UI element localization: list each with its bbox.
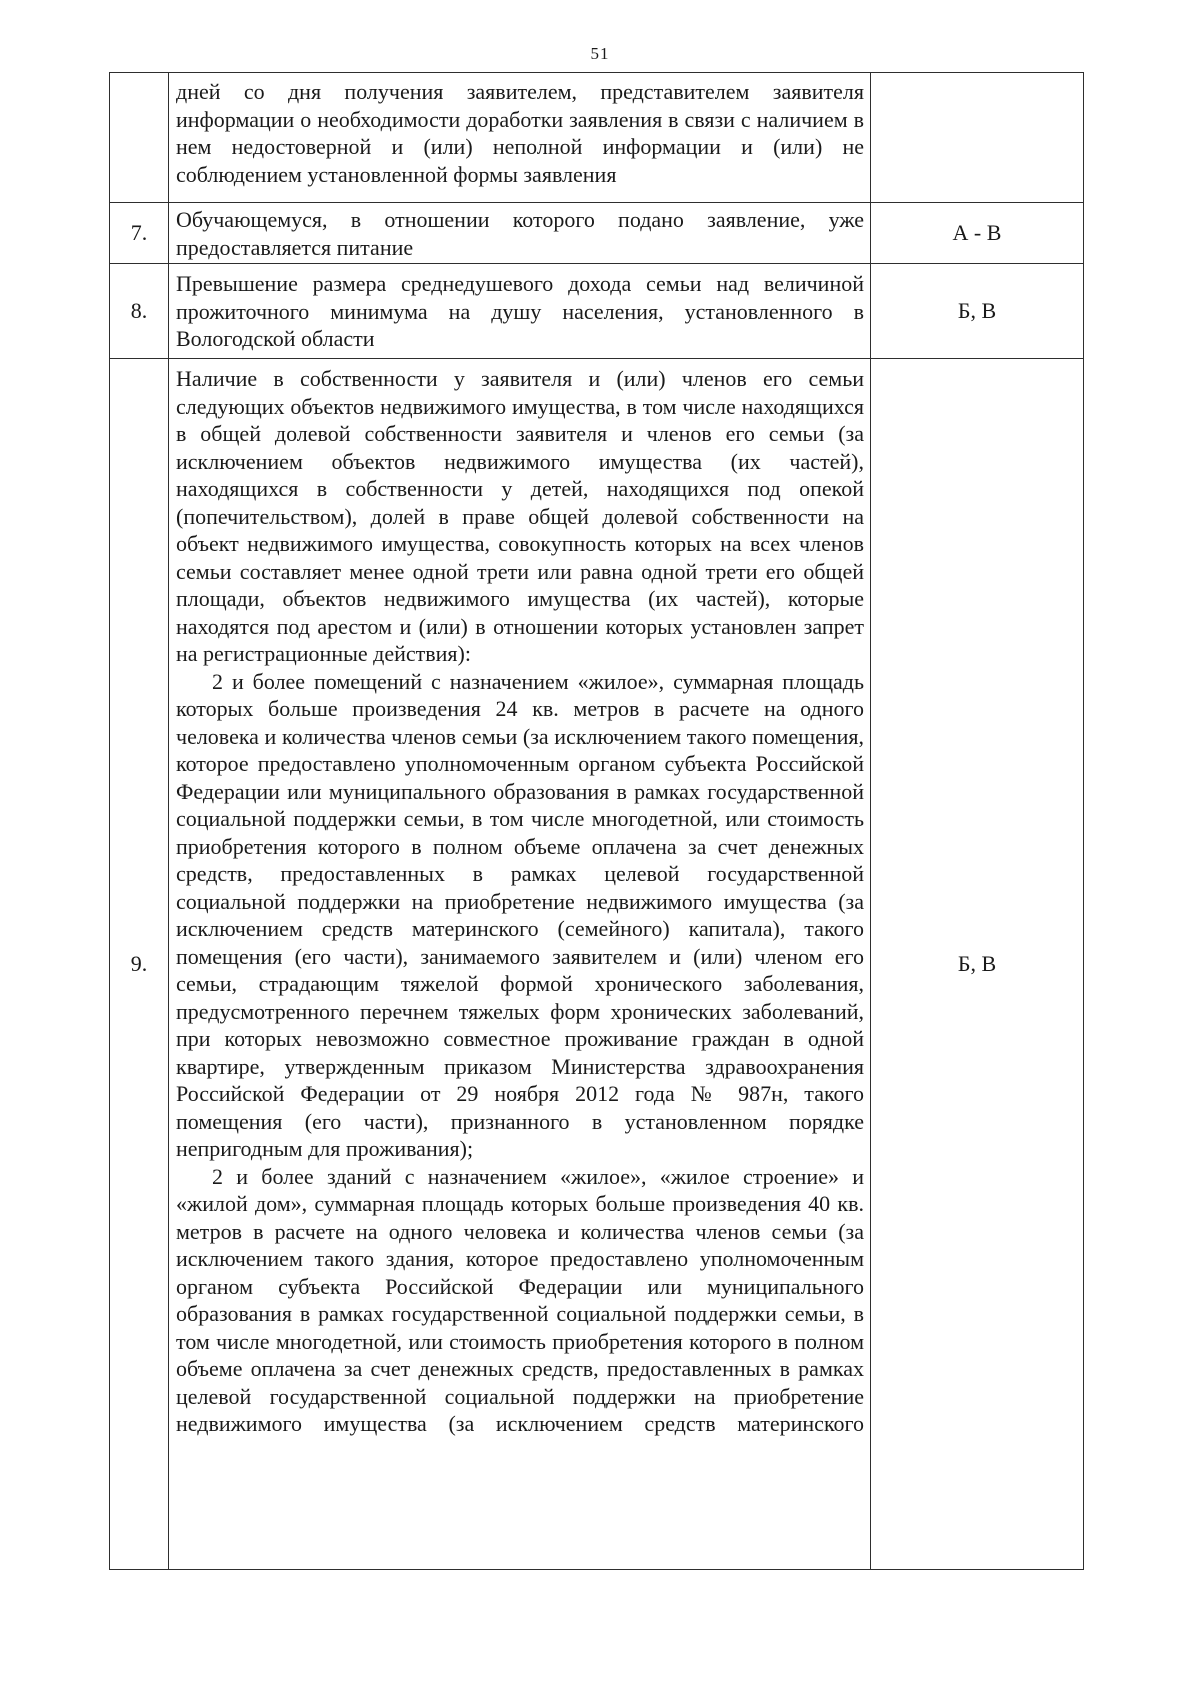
table-row [110,203,1084,264]
row-paragraph: Наличие в собственности у заявителя и (или) членов его семьи следующих объектов недвижимого имущества, в том числе находящихся в общей долевой собственности заявителя и членов его семьи (за исключением объектов недвижимого имущества (их частей), находящихся в собственности у детей, находящихся под опекой (попечительством), долей в праве общей долевой собственности на объект недвижимого имущества, совокупность которых на всех членов семьи составляет менее одной трети или равна одной трети его общей площади, объектов недвижимого имущества (их частей), которые находятся под арестом и (или) в отношении которых установлен запрет на регистрационные действия): [176,366,864,666]
row-paragraph: Обучающемуся, в отношении которого подано заявление, уже предоставляется питание [176,207,864,260]
row-codes-cell: А - В [871,203,1084,264]
row-codes-cell [871,73,1084,203]
row-text-cell [169,73,871,203]
row-number-cell: 9. [110,359,169,1570]
row-paragraph: дней со дня получения заявителем, представителем заявителя информации о необходимости доработки заявления в связи с наличием в нем недостоверной и (или) неполной информации и (или) не соблюдением установленной формы заявления [176,79,864,187]
row-text-cell [169,203,871,264]
row-text-cell [169,359,871,1570]
row-paragraph: 2 и более помещений с назначением «жилое», суммарная площадь которых больше произведения 24 кв. метров в расчете на одного человека и количества членов семьи (за исключением такого помещения, которое предоставлено уполномоченным органом субъекта Российской Федерации или муниципального образования в рамках государственной социальной поддержки семьи, в том числе многодетной, или стоимость приобретения которого в полном объеме оплачена за счет денежных средств, предоставленных в рамках целевой государственной социальной поддержки на приобретение недвижимого имущества (за исключением средств материнского (семейного) капитала), такого помещения (его части), занимаемого заявителем и (или) членом его семьи, страдающим тяжелой формой хронического заболевания, предусмотренного перечнем тяжелых форм хронических заболеваний, при которых невозможно совместное проживание граждан в одной квартире, утвержденным приказом Министерства здравоохранения Российской Федерации от 29 ноября 2012 года № 987н, такого помещения (его части), признанного в установленном порядке непригодным для проживания); [176,668,864,1161]
table-row [110,359,1084,1570]
row-number-cell: 7. [110,203,169,264]
page-number: 51 [590,44,610,63]
row-paragraph: Превышение размера среднедушевого дохода семьи над величиной прожиточного минимума на душу населения, установленного в Вологодской области [176,271,864,352]
row-codes-cell: Б, В [871,359,1084,1570]
row-number-cell: 8. [110,264,169,359]
row-text-cell [169,264,871,359]
row-codes-cell: Б, В [871,264,1084,359]
refusal-grounds-table [109,72,1084,1570]
table-row [110,73,1084,203]
row-paragraph: 2 и более зданий с назначением «жилое», «жилое строение» и «жилой дом», суммарная площадь которых больше произведения 40 кв. метров в расчете на одного человека и количества членов семьи (за исключением такого здания, которое предоставлено уполномоченным органом субъекта Российской Федерации или муниципального образования в рамках государственной социальной поддержки семьи, в том числе многодетной, или стоимость приобретения которого в полном объеме оплачена за счет денежных средств, предоставленных в рамках целевой государственной социальной поддержки на приобретение недвижимого имущества (за исключением средств материнского [176,1163,864,1436]
row-number-cell [110,73,169,203]
table-row [110,264,1084,359]
